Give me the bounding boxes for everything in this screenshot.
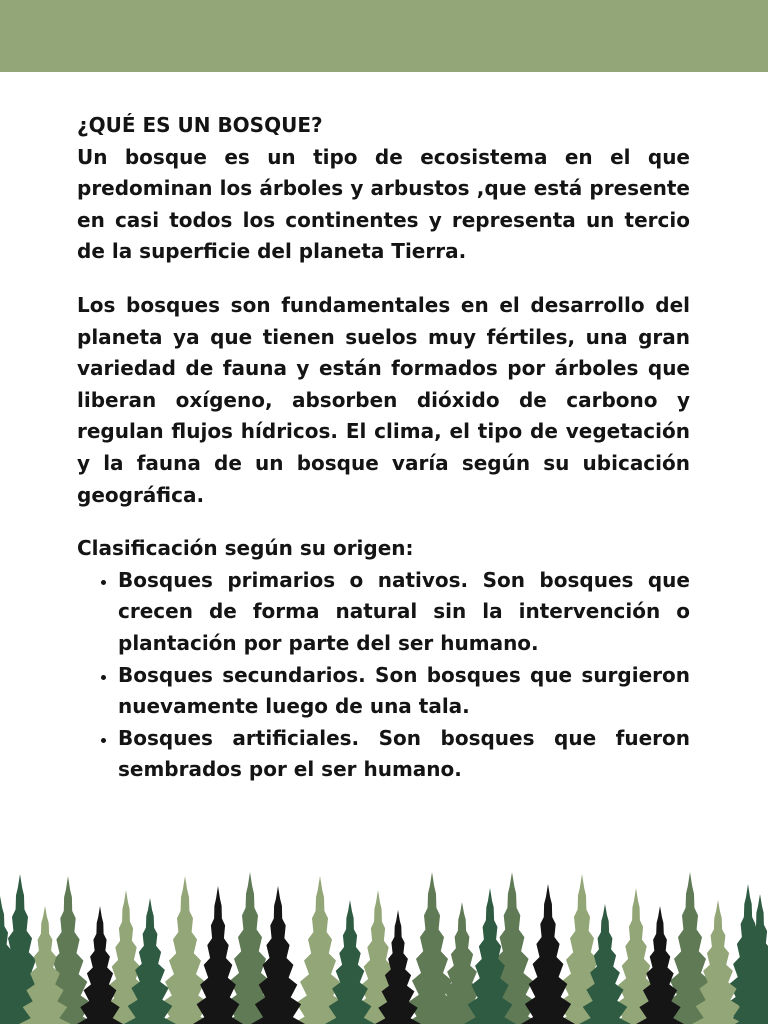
- importance-paragraph: Los bosques son fundamentales en el desarrollo del planeta ya que tienen suelos muy fértiles, una gran variedad de fauna y están formados por árboles que liberan oxígeno, absorben dióxido de carbono y regulan flujos hídricos. El clima, el tipo de vegetación y la fauna de un bosque varía según su ubicación geográfica.: [77, 292, 690, 507]
- pine-tree-icon: [521, 884, 575, 1024]
- pine-forest-illustration: [0, 866, 768, 1024]
- intro-paragraph: Un bosque es un tipo de ecosistema en el que predominan los árboles y arbustos ,que está presente en casi todos los continentes y representa un tercio de la superficie del planeta Tierra.: [77, 144, 690, 264]
- pine-tree-icon: [193, 886, 243, 1024]
- classification-heading: Clasificación según su origen:: [77, 536, 414, 561]
- list-item: • Bosques artificiales. Son bosques que fueron sembrados por el ser humano.: [118, 723, 690, 786]
- document-body: [77, 110, 690, 786]
- list-item: • Bosques secundarios. Son bosques que surgieron nuevamente luego de una tala.: [118, 660, 690, 723]
- header-band: [0, 0, 768, 72]
- classification-list: [77, 565, 690, 786]
- page-title: ¿QUÉ ES UN BOSQUE?: [77, 113, 323, 137]
- list-item: • Bosques primarios o nativos. Son bosques que crecen de forma natural sin la intervención o plantación por parte del ser humano.: [118, 565, 690, 660]
